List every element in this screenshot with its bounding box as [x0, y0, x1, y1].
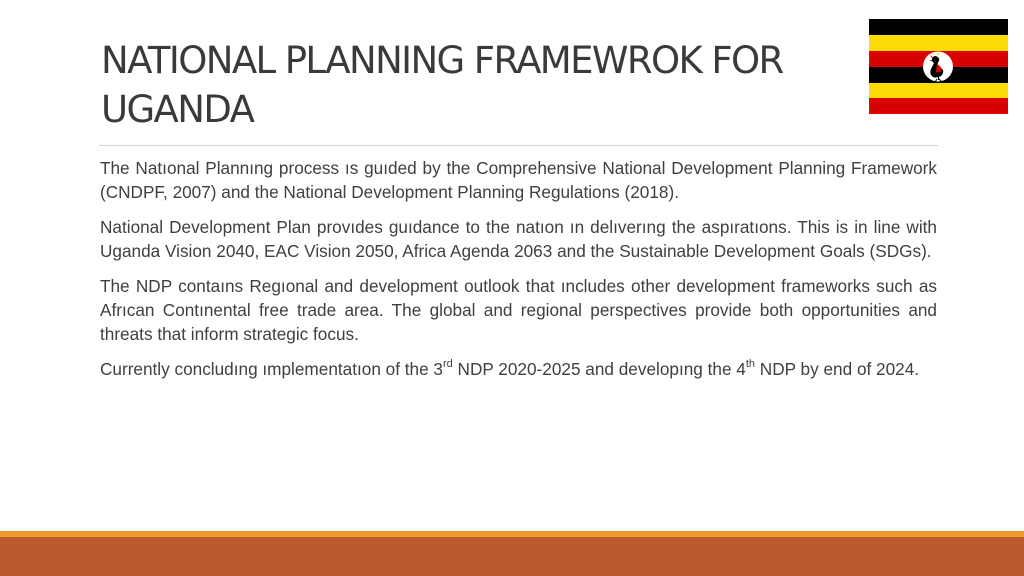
- paragraph-current-status: [100, 358, 937, 382]
- paragraph-ndp-guidance: National Development Plan provıdes guıdance to the natıon ın delıverıng the aspıratıons. This is in line with Uganda Vision 2040, EAC Vision 2050, Africa Agenda 2063 and the Sustainable Development Goals (SDGs).: [100, 217, 937, 261]
- body-text: [100, 157, 937, 394]
- paragraph-cndpf: The Natıonal Plannıng process ıs guıded by the Comprehensive National Development Planning Framework (CNDPF, 2007) and the National Development Planning Regulations (2018).: [100, 158, 937, 202]
- slide-title-line-2: UGANDA: [101, 88, 254, 131]
- superscript-th: th: [745, 358, 756, 371]
- footer-bar: [0, 537, 1024, 576]
- slide-title-line-1: NATIONAL PLANNING FRAMEWROK FOR: [101, 39, 783, 82]
- status-text-part-3: NDP by end of 2024.: [755, 359, 920, 380]
- status-text-part-2: NDP 2020-2025 and developıng the 4: [452, 359, 746, 380]
- uganda-flag-icon: [869, 19, 1008, 114]
- superscript-rd: rd: [443, 358, 453, 371]
- paragraph-ndp-outlook: The NDP contaıns Regıonal and development outlook that ıncludes other development frameworks such as Afrıcan Contınental free trade area. The global and regional perspectives provide both opportunities and threats that inform strategic focus.: [100, 276, 937, 344]
- title-divider: [99, 145, 938, 146]
- status-text-part-1: Currently concludıng ımplementatıon of the 3: [100, 359, 443, 380]
- slide-title: [101, 36, 891, 134]
